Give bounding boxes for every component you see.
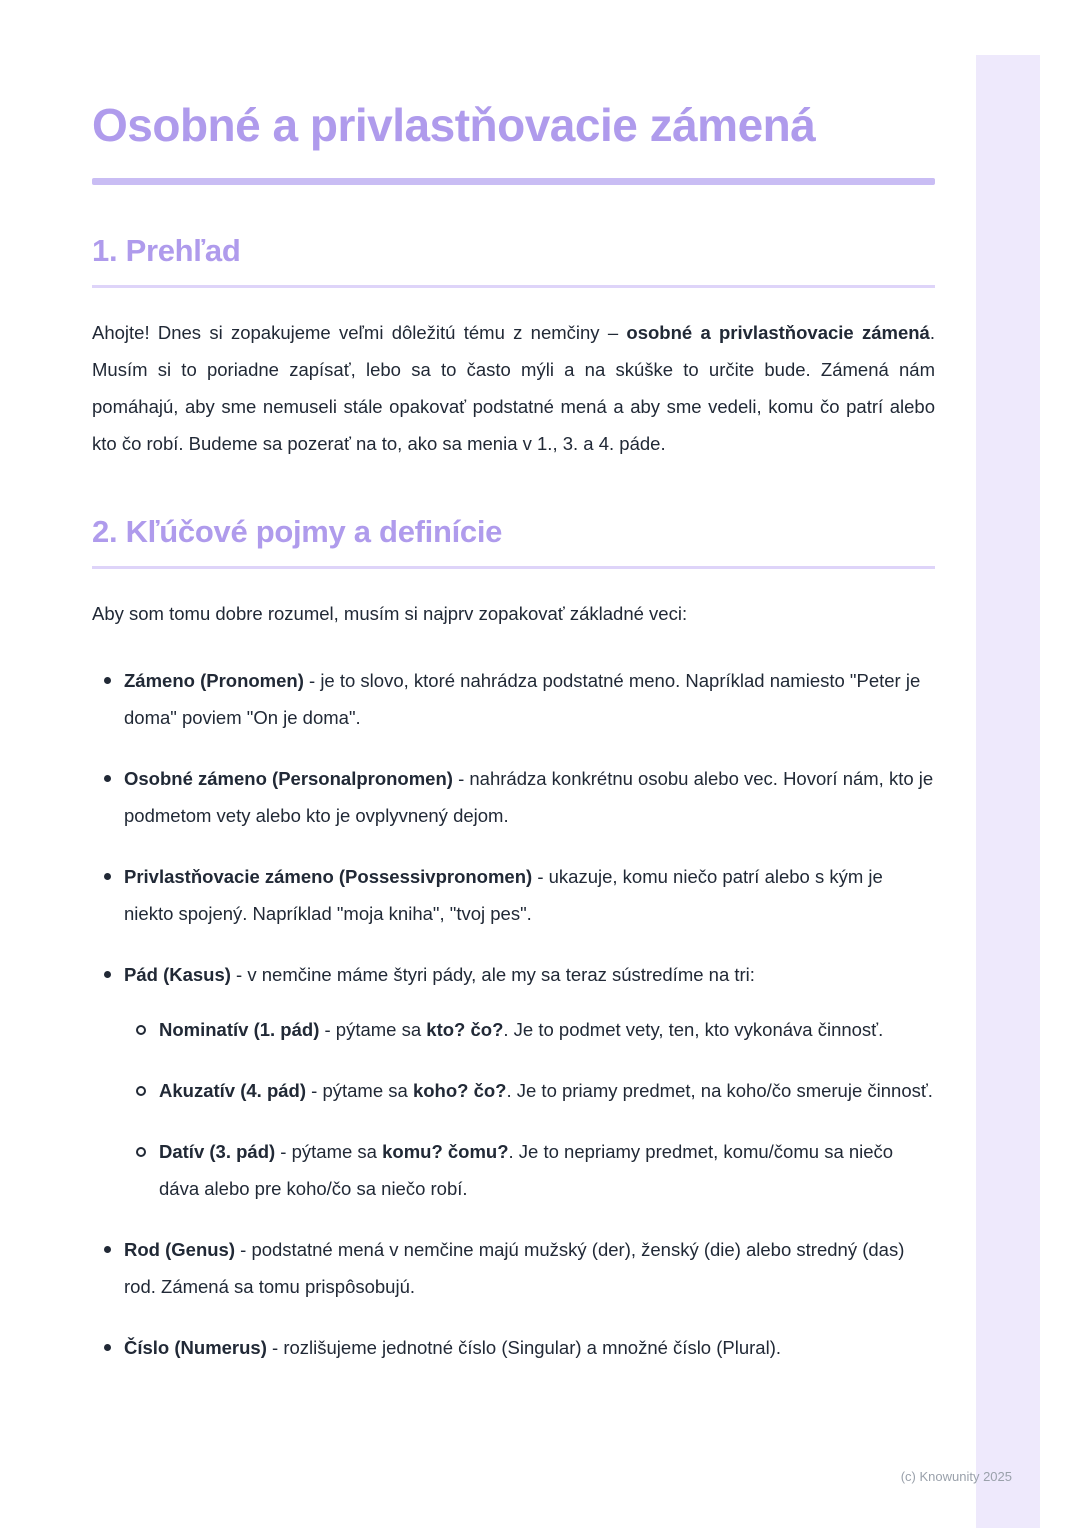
- list-item-text: Datív (3. pád) - pýtame sa komu? čomu?. Je to nepriamy predmet, komu/čomu sa niečo dáva alebo pre koho/čo sa niečo robí.: [159, 1140, 894, 1199]
- section-1-paragraph: Ahojte! Dnes si zopakujeme veľmi dôležitú tému z nemčiny – osobné a privlastňovacie zámená. Musím si to poriadne zapísať, lebo sa to často mýli a na skúške to určite bude. Zámená nám pomáhajú, aby sme nemuseli stále opakovať podstatné mená a aby sme vedeli, komu čo patrí alebo kto čo robí. Budeme sa pozerať na to, ako sa menia v 1., 3. a 4. páde.: [92, 321, 935, 454]
- document-content: [92, 0, 935, 1390]
- list-item-text: Číslo (Numerus) - rozlišujeme jednotné číslo (Singular) a množné číslo (Plural).: [124, 1336, 781, 1358]
- title-rule: [92, 178, 935, 185]
- list-item-text: Pád (Kasus) - v nemčine máme štyri pády, ale my sa teraz sústredíme na tri:: [124, 963, 755, 985]
- section-2-heading: 2. Kľúčové pojmy a definície: [92, 514, 935, 569]
- list-item-pronomen: [92, 662, 935, 736]
- list-item-text: Privlastňovacie zámeno (Possessivpronomen) - ukazuje, komu niečo patrí alebo s kým je niekto spojený. Napríklad "moja kniha", "tvoj pes".: [124, 865, 883, 924]
- list-item-numerus: [92, 1329, 935, 1366]
- list-item-kasus: [92, 956, 935, 1207]
- side-stripe: [976, 55, 1040, 1528]
- list-item-text: Akuzatív (4. pád) - pýtame sa koho? čo?. Je to priamy predmet, na koho/čo smeruje činnosť.: [159, 1079, 933, 1101]
- section-1-heading: 1. Prehľad: [92, 233, 935, 288]
- list-item-possessivpronomen: [92, 858, 935, 932]
- list-item-genus: [92, 1231, 935, 1305]
- list-item-text: Rod (Genus) - podstatné mená v nemčine majú mužský (der), ženský (die) alebo stredný (das) rod. Zámená sa tomu prispôsobujú.: [124, 1238, 905, 1297]
- page-title: Osobné a privlastňovacie zámená: [92, 99, 816, 151]
- list-item-personalpronomen: [92, 760, 935, 834]
- sub-list-item-akuzativ: [124, 1072, 935, 1109]
- section-2-intro: Aby som tomu dobre rozumel, musím si najprv zopakovať základné veci:: [92, 602, 688, 624]
- sub-list-item-nominativ: [124, 1011, 935, 1048]
- cases-sublist: [124, 1011, 935, 1207]
- key-terms-list: [92, 662, 935, 1366]
- list-item-text: Nominatív (1. pád) - pýtame sa kto? čo?. Je to podmet vety, ten, kto vykonáva činnosť.: [159, 1018, 884, 1040]
- list-item-text: Osobné zámeno (Personalpronomen) - nahrádza konkrétnu osobu alebo vec. Hovorí nám, kto je podmetom vety alebo kto je ovplyvnený dejom.: [124, 767, 934, 826]
- sub-list-item-dativ: [124, 1133, 935, 1207]
- list-item-text: Zámeno (Pronomen) - je to slovo, ktoré nahrádza podstatné meno. Napríklad namiesto "Peter je doma" poviem "On je doma".: [124, 669, 921, 728]
- copyright-footer: (c) Knowunity 2025: [900, 1469, 1012, 1484]
